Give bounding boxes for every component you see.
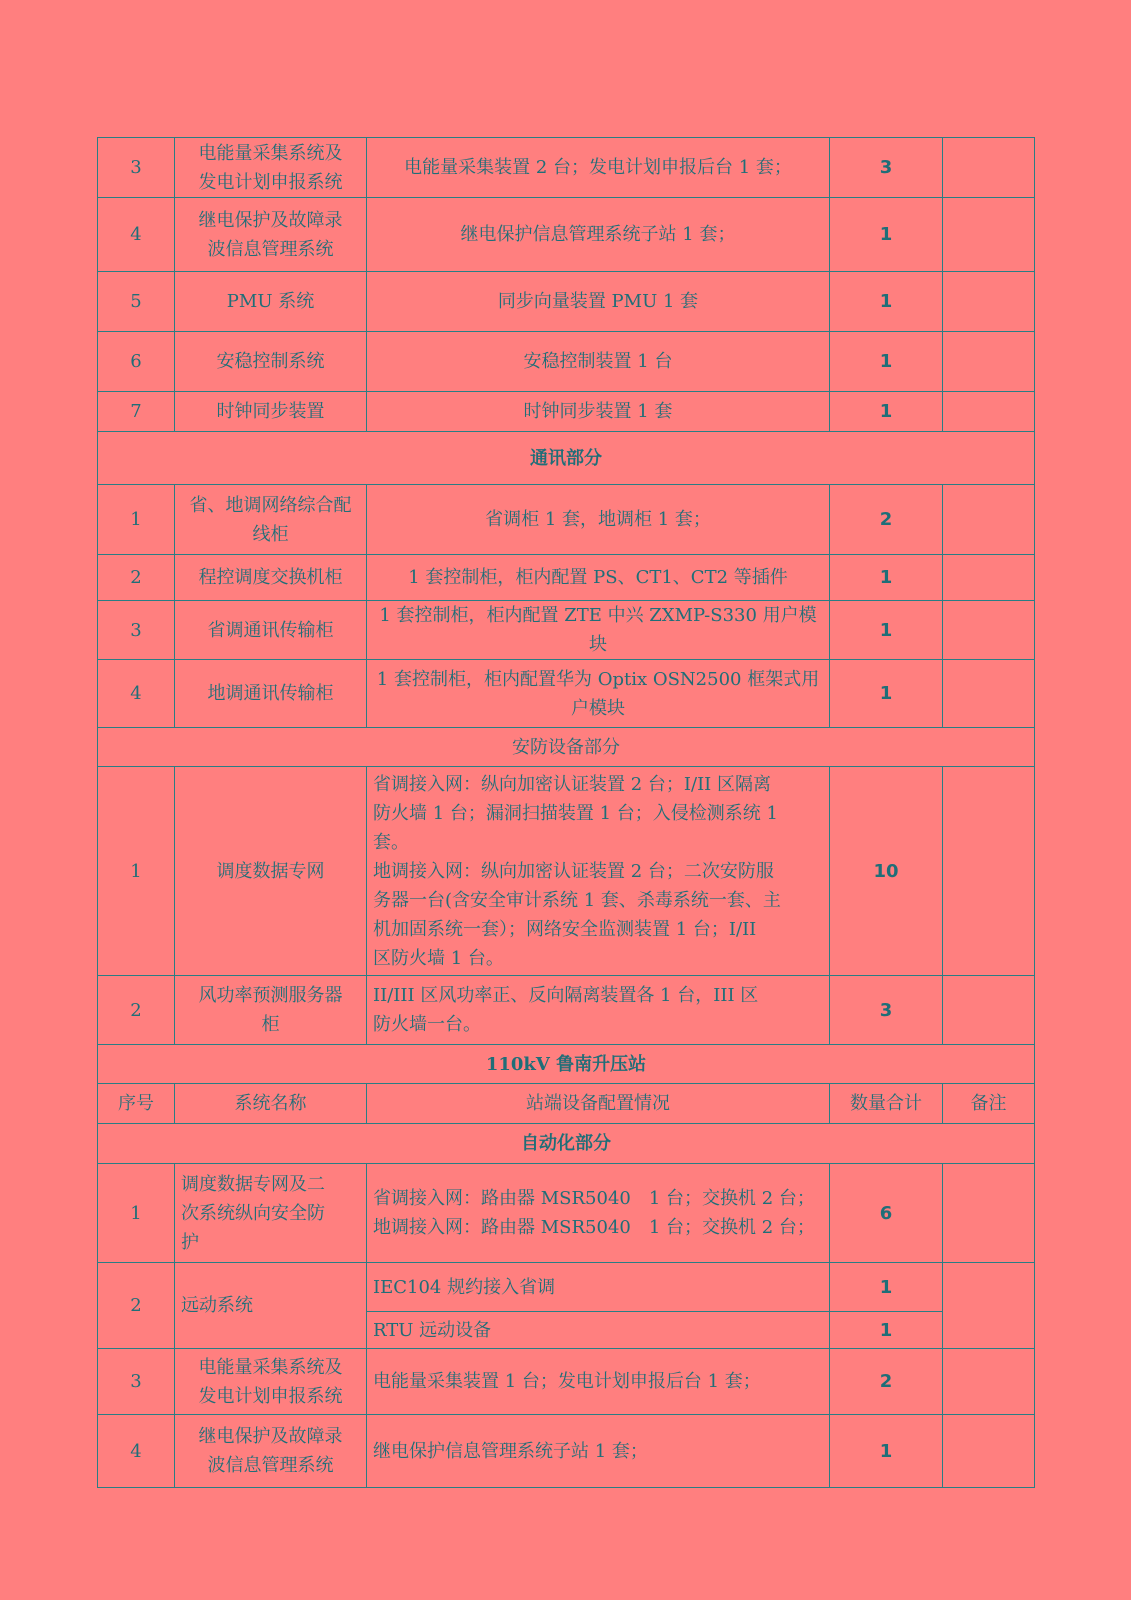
system-name-line: 电能量采集系统及 (198, 142, 343, 164)
quantity: 6 (830, 1164, 943, 1263)
config-detail (367, 660, 830, 728)
config-detail (367, 392, 830, 432)
table-row (98, 601, 1035, 660)
table-row (98, 1263, 1035, 1312)
section-row (98, 1124, 1035, 1164)
table-row (98, 767, 1035, 976)
config-detail-line: 省调接入网：路由器 MSR5040 1 台；交换机 2 台； (373, 1188, 815, 1209)
config-detail-line: 户模块 (571, 697, 625, 719)
config-detail-line: 1 套控制柜，柜内配置 PS、CT1、CT2 等插件 (408, 567, 788, 588)
remark (943, 485, 1035, 555)
system-name (175, 138, 367, 198)
system-name (175, 601, 367, 660)
config-detail-line: 务器一台(含安全审计系统 1 套、杀毒系统一套、主 (373, 889, 781, 911)
row-number: 5 (98, 272, 175, 332)
remark (943, 1263, 1035, 1349)
config-detail (367, 198, 830, 272)
config-detail-line: 防火墙 1 台；漏洞扫描装置 1 台；入侵检测系统 1 (373, 802, 778, 824)
table-row (98, 555, 1035, 601)
config-detail-line: 套。 (373, 831, 409, 853)
config-detail: IEC104 规约接入省调 (367, 1263, 830, 1312)
system-name-line: 继电保护及故障录 (198, 209, 343, 231)
system-name (175, 392, 367, 432)
system-name (175, 1164, 367, 1263)
config-detail-line: 地调接入网：路由器 MSR5040 1 台；交换机 2 台； (373, 1217, 815, 1238)
system-name (175, 555, 367, 601)
table-row (98, 485, 1035, 555)
row-number: 4 (98, 660, 175, 728)
section-title: 自动化部分 (98, 1124, 1035, 1164)
section-title: 通讯部分 (98, 432, 1035, 485)
header-no: 序号 (98, 1084, 175, 1124)
quantity: 1 (830, 1312, 943, 1349)
config-detail-line: 安稳控制装置 1 台 (523, 351, 673, 372)
table-row (98, 138, 1035, 198)
config-detail: RTU 远动设备 (367, 1312, 830, 1349)
system-name (175, 976, 367, 1045)
system-name-line: 继电保护及故障录 (198, 1426, 343, 1447)
remark (943, 767, 1035, 976)
system-name-line: 波信息管理系统 (207, 238, 334, 260)
quantity: 1 (830, 392, 943, 432)
quantity: 2 (830, 1349, 943, 1415)
remark (943, 1349, 1035, 1415)
system-name-line: 时钟同步装置 (216, 401, 325, 422)
config-detail-line: 省调接入网：纵向加密认证装置 2 台；I/II 区隔离 (373, 773, 772, 795)
system-name (175, 332, 367, 392)
system-name-line: 线柜 (252, 523, 289, 545)
config-detail-line: 继电保护信息管理系统子站 1 套； (373, 1440, 648, 1462)
quantity: 1 (830, 198, 943, 272)
table-row (98, 660, 1035, 728)
section-row (98, 728, 1035, 767)
config-detail (367, 767, 830, 976)
quantity: 1 (830, 1263, 943, 1312)
header-system-name: 系统名称 (175, 1084, 367, 1124)
system-name: 远动系统 (175, 1263, 367, 1349)
quantity: 3 (830, 138, 943, 198)
config-detail-line: 机加固系统一套）；网络安全监测装置 1 台；I/II (373, 918, 757, 940)
config-detail (367, 485, 830, 555)
remark (943, 272, 1035, 332)
system-name-line: 波信息管理系统 (207, 1455, 334, 1476)
header-remark: 备注 (943, 1084, 1035, 1124)
system-name (175, 198, 367, 272)
system-name (175, 272, 367, 332)
config-detail-line: 防火墙一台。 (373, 1014, 481, 1035)
system-name (175, 1349, 367, 1415)
config-detail-line: 同步向量装置 PMU 1 套 (497, 291, 699, 312)
config-detail-line: 继电保护信息管理系统子站 1 套； (460, 224, 736, 245)
config-detail-line: 电能量采集装置 2 台；发电计划申报后台 1 套； (404, 157, 792, 178)
system-name-line: PMU 系统 (226, 291, 315, 312)
config-detail-line: 地调接入网：纵向加密认证装置 2 台；二次安防服 (373, 860, 774, 882)
section-row (98, 1045, 1035, 1084)
config-detail (367, 1349, 830, 1415)
table-row (98, 976, 1035, 1045)
system-name (175, 1415, 367, 1488)
system-name-line: 风功率预测服务器 (198, 985, 343, 1006)
system-name-line: 省调通讯传输柜 (207, 619, 334, 641)
remark (943, 138, 1035, 198)
system-name-line: 柜 (261, 1014, 280, 1035)
system-name-line: 调度数据专网 (216, 860, 325, 882)
remark (943, 332, 1035, 392)
row-number: 4 (98, 1415, 175, 1488)
remark (943, 660, 1035, 728)
system-name (175, 485, 367, 555)
system-name-line: 地调通讯传输柜 (207, 683, 334, 704)
table-row (98, 1164, 1035, 1263)
config-detail-line: 区防火墙 1 台。 (373, 947, 504, 969)
remark (943, 1164, 1035, 1263)
row-number: 2 (98, 555, 175, 601)
remark (943, 601, 1035, 660)
equipment-table-body (98, 138, 1035, 1488)
config-detail-line: 1 套控制柜，柜内配置 ZTE 中兴 ZXMP-S330 用户模块 (379, 605, 817, 655)
row-number: 3 (98, 601, 175, 660)
remark (943, 198, 1035, 272)
section-title: 110kV 鲁南升压站 (98, 1045, 1035, 1084)
config-detail (367, 1164, 830, 1263)
config-detail (367, 332, 830, 392)
system-name-line: 发电计划申报系统 (198, 171, 343, 193)
quantity: 1 (830, 601, 943, 660)
table-row (98, 198, 1035, 272)
header-config: 站端设备配置情况 (367, 1084, 830, 1124)
equipment-table (97, 137, 1035, 1488)
section-row (98, 432, 1035, 485)
config-detail-line: 省调柜 1 套，地调柜 1 套； (485, 509, 711, 530)
system-name (175, 767, 367, 976)
config-detail (367, 976, 830, 1045)
config-detail-line: 1 套控制柜，柜内配置华为 Optix OSN2500 框架式用 (376, 668, 820, 690)
table-header-row (98, 1084, 1035, 1124)
row-number: 1 (98, 485, 175, 555)
system-name-line: 电能量采集系统及 (198, 1356, 343, 1378)
system-name-line: 省、地调网络综合配 (189, 494, 352, 516)
system-name-line: 程控调度交换机柜 (198, 567, 343, 588)
config-detail (367, 138, 830, 198)
quantity: 1 (830, 660, 943, 728)
row-number: 6 (98, 332, 175, 392)
quantity: 10 (830, 767, 943, 976)
config-detail (367, 1415, 830, 1488)
row-number: 3 (98, 1349, 175, 1415)
row-number: 1 (98, 767, 175, 976)
config-detail-line: II/III 区风功率正、反向隔离装置各 1 台，III 区 (373, 985, 759, 1006)
system-name (175, 660, 367, 728)
config-detail (367, 272, 830, 332)
remark (943, 555, 1035, 601)
row-number: 2 (98, 1263, 175, 1349)
table-row (98, 332, 1035, 392)
row-number: 2 (98, 976, 175, 1045)
system-name-line: 发电计划申报系统 (198, 1385, 343, 1407)
config-detail-line: 电能量采集装置 1 台；发电计划申报后台 1 套； (373, 1371, 761, 1392)
config-detail-line: 时钟同步装置 1 套 (523, 401, 673, 422)
quantity: 3 (830, 976, 943, 1045)
quantity: 1 (830, 555, 943, 601)
system-name-line: 安稳控制系统 (216, 351, 325, 372)
table-row (98, 1415, 1035, 1488)
system-name-line: 护 (181, 1231, 199, 1253)
remark (943, 392, 1035, 432)
section-title: 安防设备部分 (98, 728, 1035, 767)
header-quantity: 数量合计 (830, 1084, 943, 1124)
table-row (98, 1349, 1035, 1415)
system-name-line: 调度数据专网及二 (181, 1173, 325, 1195)
quantity: 1 (830, 1415, 943, 1488)
row-number: 3 (98, 138, 175, 198)
row-number: 7 (98, 392, 175, 432)
config-detail (367, 555, 830, 601)
remark (943, 976, 1035, 1045)
row-number: 4 (98, 198, 175, 272)
config-detail (367, 601, 830, 660)
system-name-line: 次系统纵向安全防 (181, 1202, 325, 1224)
quantity: 1 (830, 272, 943, 332)
quantity: 1 (830, 332, 943, 392)
table-row (98, 272, 1035, 332)
row-number: 1 (98, 1164, 175, 1263)
table-row (98, 392, 1035, 432)
quantity: 2 (830, 485, 943, 555)
remark (943, 1415, 1035, 1488)
